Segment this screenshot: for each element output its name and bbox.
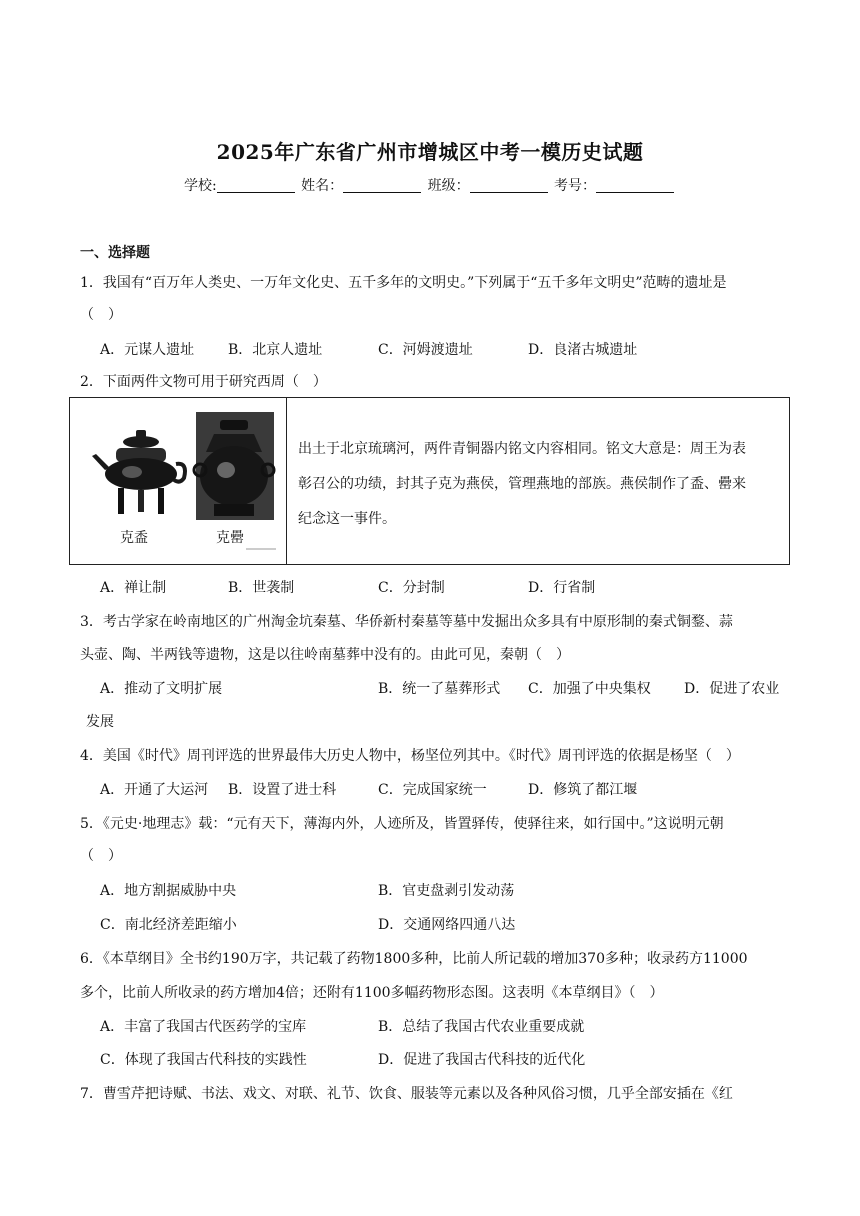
q3-option-d[interactable]: D．促进了农业: [684, 681, 780, 697]
material-line: 出土于北京琉璃河，两件青铜器内铭文内容相同。铭文大意是：周王为表: [298, 441, 746, 457]
q1-option-a[interactable]: A．元谋人遗址: [100, 342, 195, 358]
name-label: 姓名：: [301, 178, 344, 194]
q3-stem-line1: 3．考古学家在岭南地区的广州淘金坑秦墓、华侨新村秦墓等墓中发掘出众多具有中原形制的秦式铜鍪、蒜: [80, 614, 733, 630]
q3-option-c[interactable]: C．加强了中央集权: [528, 681, 651, 697]
q2-material-table: [69, 397, 790, 565]
q5-option-d[interactable]: D．交通网络四通八达: [378, 917, 516, 933]
q3-option-b[interactable]: B．统一了墓葬形式: [378, 681, 501, 697]
q3-stem-line2: 头壶、陶、半两钱等遗物，这是以往岭南墓葬中没有的。由此可见，秦朝（ ）: [80, 647, 570, 663]
exam-title: 2025年广东省广州市增城区中考一模历史试题: [216, 140, 644, 164]
he-vessel-illustration: [92, 430, 185, 514]
table-divider: [286, 398, 287, 564]
he-caption: 克盉: [120, 530, 148, 546]
class-blank[interactable]: [470, 178, 548, 193]
school-label: 学校:: [183, 178, 217, 194]
q4-option-a[interactable]: A．开通了大运河: [100, 782, 209, 798]
q1-option-b[interactable]: B．北京人遗址: [228, 342, 323, 358]
student-info-line: [0, 175, 860, 195]
q3-option-a[interactable]: A．推动了文明扩展: [100, 681, 223, 697]
q2-option-a[interactable]: A．禅让制: [100, 580, 167, 596]
section-heading: 一、选择题: [80, 245, 150, 261]
q2-option-b[interactable]: B．世袭制: [228, 580, 295, 596]
q5-stem-line1: 5．《元史·地理志》载：“元有天下，薄海内外，人迹所及，皆置驿传，使驿往来，如行国中。”这说明元朝: [80, 816, 724, 832]
q6-option-c[interactable]: C．体现了我国古代科技的实践性: [100, 1052, 307, 1068]
q7-stem-line1: 7．曹雪芹把诗赋、书法、戏文、对联、礼节、饮食、服装等元素以及各种风俗习惯，几乎全部安插在《红: [80, 1086, 733, 1102]
q6-option-b[interactable]: B．总结了我国古代农业重要成就: [378, 1019, 585, 1035]
bronze-vessels-image: [88, 412, 278, 552]
q5-option-c[interactable]: C．南北经济差距缩小: [100, 917, 237, 933]
school-blank[interactable]: [217, 178, 295, 193]
q5-stem-line2: （ ）: [80, 848, 122, 864]
material-line: 彰召公的功绩，封其子克为燕侯，管理燕地的部族。燕侯制作了盉、罍来: [298, 476, 746, 492]
q2-option-c[interactable]: C．分封制: [378, 580, 445, 596]
q4-option-d[interactable]: D．修筑了都江堰: [528, 782, 638, 798]
q3-option-d-wrap: 发展: [86, 714, 114, 730]
name-blank[interactable]: [343, 178, 421, 193]
exam-no-label: 考号：: [554, 178, 597, 194]
q1-option-c[interactable]: C．河姆渡遗址: [378, 342, 473, 358]
q2-option-d[interactable]: D．行省制: [528, 580, 596, 596]
q1-option-d[interactable]: D．良渚古城遗址: [528, 342, 638, 358]
q2-material-text: [298, 432, 778, 537]
q6-stem-line2: 多个，比前人所收录的药方增加4倍；还附有1100多幅药物形态图。这表明《本草纲目》（ ）: [80, 985, 664, 1001]
lei-caption: 克罍: [216, 530, 244, 546]
q4-option-b[interactable]: B．设置了进士科: [228, 782, 337, 798]
q6-option-a[interactable]: A．丰富了我国古代医药学的宝库: [100, 1019, 307, 1035]
q4-stem: 4．美国《时代》周刊评选的世界最伟大历史人物中，杨坚位列其中。《时代》周刊评选的依据是杨坚（ ）: [80, 748, 740, 764]
q6-stem-line1: 6．《本草纲目》全书约190万字，共记载了药物1800多种，比前人所记载的增加370多种；收录药方11000: [80, 951, 748, 967]
q5-option-b[interactable]: B．官吏盘剥引发动荡: [378, 883, 515, 899]
q5-option-a[interactable]: A．地方割据威胁中央: [100, 883, 237, 899]
exam-no-blank[interactable]: [596, 178, 674, 193]
q4-option-c[interactable]: C．完成国家统一: [378, 782, 487, 798]
q1-stem-line1: 1．我国有“百万年人类史、一万年文化史、五千多年的文明史。”下列属于“五千多年文明史”范畴的遗址是: [80, 275, 727, 291]
q2-stem: 2．下面两件文物可用于研究西周（ ）: [80, 374, 327, 390]
q6-option-d[interactable]: D．促进了我国古代科技的近代化: [378, 1052, 586, 1068]
q1-stem-line2: （ ）: [80, 307, 122, 323]
lei-vessel-illustration: [194, 412, 274, 520]
material-line: 纪念这一事件。: [298, 511, 396, 527]
class-label: 班级：: [427, 178, 470, 194]
